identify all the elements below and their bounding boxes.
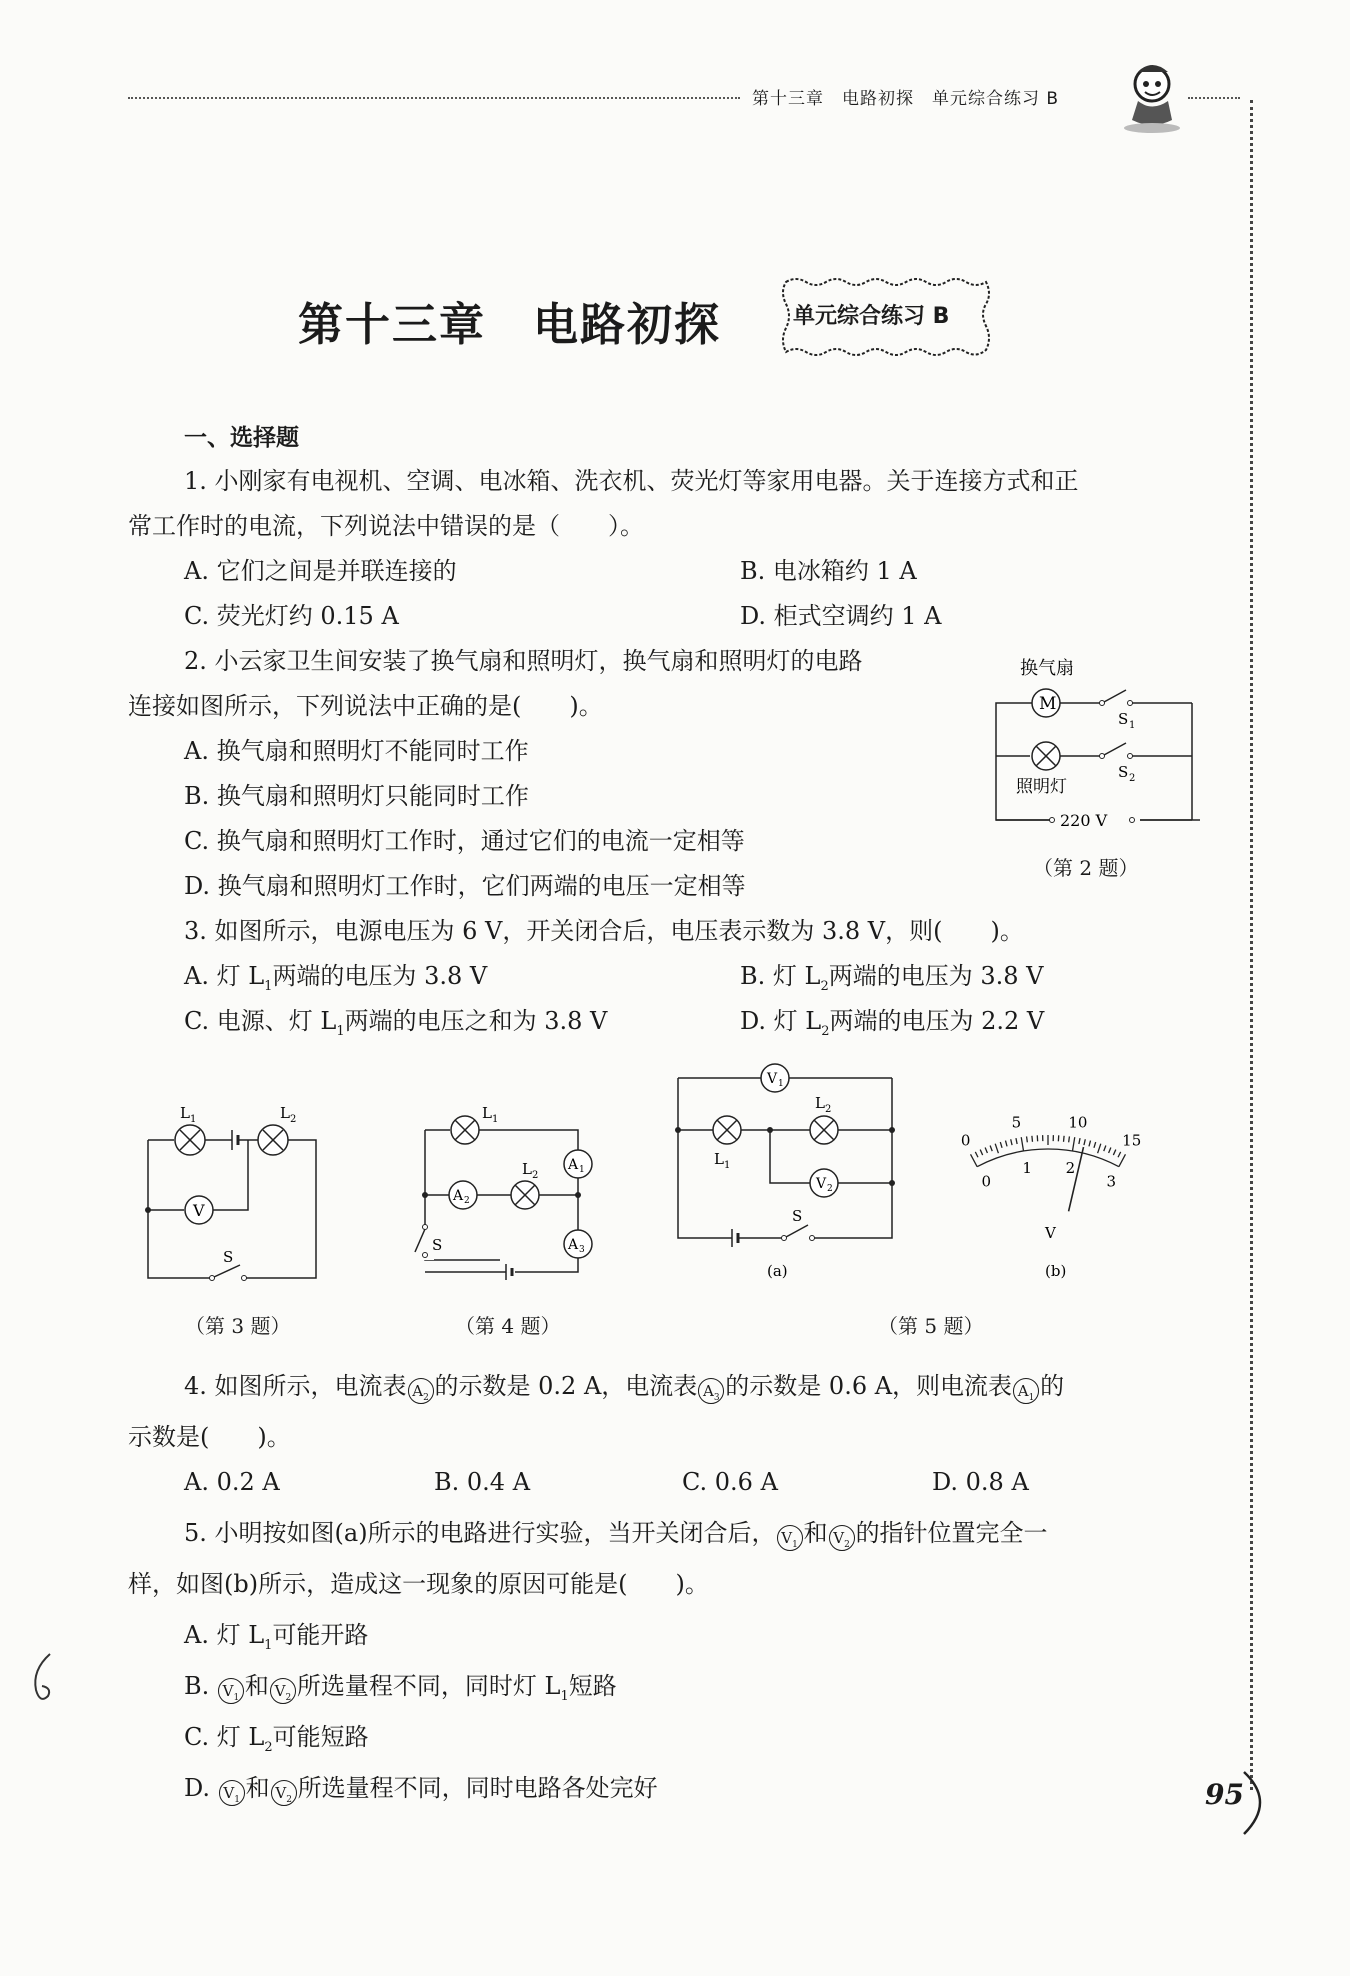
dial-tick [1000,1142,1002,1148]
q2-motor-label: M [1039,694,1057,714]
dial-tick [1016,1138,1017,1144]
q4-switch-label: S [432,1236,443,1254]
q5a-v1-sub: 1 [778,1079,784,1089]
q2-stem-line2: 连接如图所示，下列说法中正确的是( )。 [128,692,603,720]
exercise-badge: 单元综合练习 B [793,304,950,329]
q4-a2-sub: 2 [464,1196,470,1206]
q5a-l1-label: L [714,1150,724,1168]
dial-top-label-15: 15 [1122,1131,1142,1150]
voltmeter-v1-icon: $V_1$ [777,1525,803,1551]
page-number-arc [1240,1768,1280,1838]
q2-circuit-figure [990,650,1200,850]
dial-tick [1118,1152,1121,1157]
dial-bottom-label-0: 0 [981,1172,992,1191]
q2-option-b: B. 换气扇和照明灯只能同时工作 [184,782,529,810]
dial-tick [1072,1137,1074,1151]
dial-tick [1094,1142,1096,1148]
dial-tick [1084,1139,1085,1145]
dial-tick [1104,1145,1106,1151]
q1-option-d: D. 柜式空调约 1 A [740,602,942,630]
q4-l2-sub: 2 [532,1170,539,1181]
q2-s1-label: S [1118,710,1129,728]
dial-tick [1109,1147,1111,1153]
q3-switch-label: S [223,1248,234,1266]
q4-a1-label: A [568,1157,579,1173]
dial-tick [1069,1136,1070,1142]
dial-tick [975,1152,978,1157]
ammeter-a3-icon: $A_3$ [698,1378,724,1404]
q5a-circuit-figure [670,1058,910,1288]
q5-stem-line2: 样，如图(b)所示，造成这一现象的原因可能是( )。 [128,1570,709,1598]
ammeter-a1-icon: $A_1$ [1013,1378,1039,1404]
q5a-l2-label: L [815,1094,825,1112]
q5a-v2-sub: 2 [827,1184,833,1194]
q1-stem-line2: 常工作时的电流，下列说法中错误的是（ ）。 [128,512,644,540]
page-edge-dots [1238,100,1253,1790]
q5b-voltmeter-dial [930,1110,1180,1290]
q1-option-c: C. 荧光灯约 0.15 A [184,602,399,630]
q5-option-a: A. 灯 $L_1$可能开路 [184,1621,369,1653]
dial-bottom-label-2: 2 [1065,1158,1076,1177]
q1-option-a: A. 它们之间是并联连接的 [184,557,457,585]
q3-circuit-figure [140,1090,340,1290]
q3-stem: 3. 如图所示，电源电压为 6 V，开关闭合后，电压表示数为 3.8 V，则( )。 [184,917,1024,945]
q5-option-c: C. 灯 $L_2$可能短路 [184,1723,369,1755]
q4-stem-line1: 4. 如图所示，电流表 $A_2$ 的示数是 0.2 A，电流表 $A_3$ 的示数是 0.6 A，则电流表 $A_1$ 的 [184,1372,1065,1403]
q4-l1-label: L [482,1104,492,1122]
q4-l1-sub: 1 [492,1114,499,1125]
q2-s2-label: S [1118,763,1129,781]
header-rule-left [128,97,740,99]
voltmeter-v1-icon: $V_1$ [219,1780,245,1806]
q3-l2-label: L [280,1104,290,1122]
chapter-title: 第十三章 电路初探 [298,298,722,351]
q5-stem-line1: 5. 小明按如图(a)所示的电路进行实验，当开关闭合后， $V_1$ 和 $V_2$ 的指针位置完全一 [184,1519,1048,1550]
q2-light-label: 照明灯 [1016,777,1067,797]
voltmeter-v2-icon: $V_2$ [271,1780,297,1806]
q3-option-a: A. 灯 $L_1$两端的电压为 3.8 V [184,962,488,994]
q2-voltage-label: 220 V [1060,811,1108,830]
dial-top-label-0: 0 [960,1131,971,1150]
q3-l2-sub: 2 [290,1114,297,1125]
dial-tick [1113,1150,1115,1155]
q2-s2-sub: 2 [1129,773,1136,784]
q5a-v1-label: V [767,1071,778,1087]
dial-tick [985,1147,987,1153]
voltmeter-v2-icon: $V_2$ [829,1525,855,1551]
q4-option-b: B. 0.4 A [434,1468,531,1496]
q4-a2-label: A [453,1188,464,1204]
dial-tick [1032,1136,1033,1142]
q5a-l1-sub: 1 [724,1160,731,1171]
dial-bottom-label-1: 1 [1022,1158,1032,1177]
q1-option-b: B. 电冰箱约 1 A [740,557,917,585]
dial-bottom-label-3: 3 [1106,1172,1116,1191]
q5a-sub-caption: (a) [767,1262,788,1280]
dial-tick [1005,1141,1007,1147]
q2-option-d: D. 换气扇和照明灯工作时，它们两端的电压一定相等 [184,872,746,900]
q2-fan-label: 换气扇 [1020,658,1074,679]
dial-tick [1064,1136,1065,1142]
q5-option-b: B. $V_1$ 和 $V_2$ 所选量程不同，同时灯 $L_1$短路 [184,1672,617,1704]
q5-caption: （第 5 题） [878,1314,984,1338]
q3-option-b: B. 灯 $L_2$两端的电压为 3.8 V [740,962,1044,994]
q3-voltmeter-label: V [193,1201,205,1220]
q5-option-d: D. $V_1$ 和 $V_2$ 所选量程不同，同时电路各处完好 [184,1774,658,1805]
voltmeter-v1-icon: $V_1$ [218,1678,244,1704]
q3-option-c: C. 电源、灯 $L_1$两端的电压之和为 3.8 V [184,1007,608,1039]
q3-option-d: D. 灯 $L_2$两端的电压为 2.2 V [740,1007,1045,1039]
ammeter-a2-icon: $A_2$ [408,1378,434,1404]
q2-option-a: A. 换气扇和照明灯不能同时工作 [184,737,529,765]
dial-tick [1027,1136,1028,1142]
q5a-switch-label: S [792,1207,803,1225]
dial-top-label-5: 5 [1011,1113,1022,1132]
q5a-v2-label: V [816,1176,827,1192]
dial-tick [1089,1141,1091,1147]
q2-s1-sub: 1 [1129,720,1136,731]
q5b-sub-caption: (b) [1045,1262,1067,1280]
dial-unit-label: V [1045,1224,1056,1242]
dial-tick [1098,1144,1101,1153]
dial-tick [971,1154,978,1166]
dial-tick [1119,1154,1126,1166]
dial-top-label-10: 10 [1068,1113,1088,1132]
q4-circuit-figure [400,1090,620,1290]
q3-caption: （第 3 题） [185,1314,291,1338]
q2-caption: （第 2 题） [1033,856,1139,880]
running-head: 第十三章 电路初探 单元综合练习 B [752,89,1060,109]
q2-stem-line1: 2. 小云家卫生间安装了换气扇和照明灯，换气扇和照明灯的电路 [184,647,863,675]
cartoon-mascot-icon [1110,54,1192,136]
dial-tick [1021,1137,1023,1151]
dial-tick [995,1144,998,1153]
q4-a3-label: A [568,1237,579,1253]
dial-tick [1011,1139,1012,1145]
q4-option-d: D. 0.8 A [932,1468,1029,1496]
q4-stem-line2: 示数是( )。 [128,1423,291,1451]
q4-l2-label: L [522,1160,532,1178]
q5a-l2-sub: 2 [825,1104,832,1115]
section-heading: 一、选择题 [184,425,299,451]
dial-tick-marks [971,1135,1126,1167]
q4-option-c: C. 0.6 A [682,1468,778,1496]
q4-a1-sub: 1 [579,1165,585,1175]
q3-l1-sub: 1 [190,1114,197,1125]
handwritten-mark [22,1650,62,1710]
dial-tick [1079,1138,1080,1144]
page-number: 95 [1205,1778,1244,1811]
q4-caption: （第 4 题） [455,1314,561,1338]
q3-l1-label: L [180,1104,190,1122]
voltmeter-v2-icon: $V_2$ [270,1678,296,1704]
q4-option-a: A. 0.2 A [184,1468,280,1496]
q4-a3-sub: 3 [579,1245,585,1255]
header-rule-right [1188,97,1240,99]
dial-tick [980,1150,982,1155]
dial-needle [1069,1147,1084,1211]
dial-tick [990,1145,992,1151]
q1-stem-line1: 1. 小刚家有电视机、空调、电冰箱、洗衣机、荧光灯等家用电器。关于连接方式和正 [184,467,1079,495]
q2-option-c: C. 换气扇和照明灯工作时，通过它们的电流一定相等 [184,827,745,855]
